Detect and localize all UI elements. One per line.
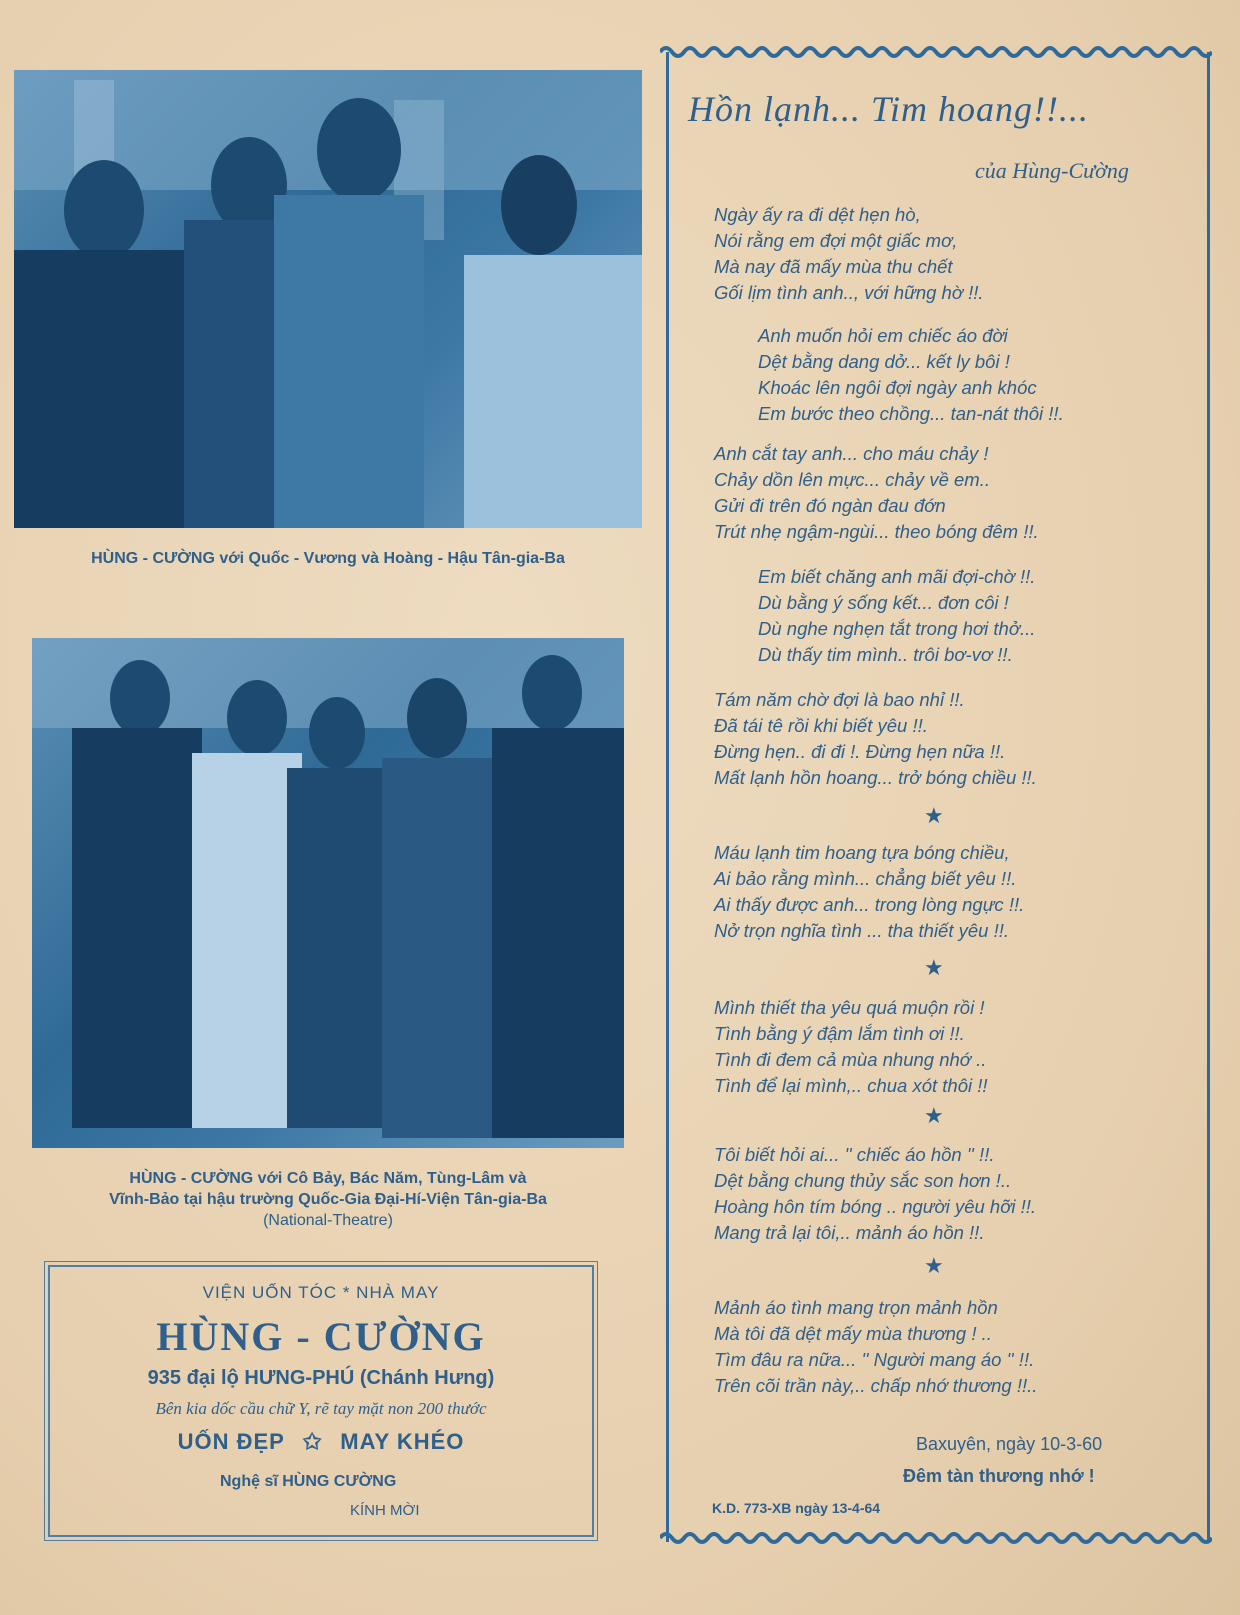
ad-service-1: UỐN ĐẸP [177, 1429, 285, 1454]
ad-directions: Bên kia dốc cầu chữ Y, rẽ tay mặt non 200 thước [155, 1399, 487, 1418]
poem-line: Mình thiết tha yêu quá muộn rồi ! [714, 997, 985, 1018]
poem-line: Khoác lên ngôi đợi ngày anh khóc [758, 377, 1037, 398]
star-icon: ✩ [302, 1429, 323, 1454]
photo-backstage-group [32, 638, 624, 1148]
poem-stanza-7 [714, 995, 988, 1099]
ad-business-name: HÙNG - CƯỜNG [156, 1314, 486, 1359]
poem-line: Chảy dồn lên mực... chảy về em.. [714, 469, 990, 490]
poem-line: Tôi biết hỏi ai... '' chiếc áo hồn '' !!. [714, 1144, 995, 1165]
star-icon: ★ [924, 955, 944, 980]
poem-line: Em bước theo chồng... tan-nát thôi !!. [758, 403, 1064, 424]
poem-author: của Hùng-Cường [975, 158, 1129, 183]
poem-line: Đã tái tê rồi khi biết yêu !!. [714, 715, 928, 736]
star-icon: ★ [924, 1103, 944, 1128]
poem-line: Tình bằng ý đậm lắm tình ơi !!. [714, 1023, 965, 1044]
star-icon: ★ [924, 803, 944, 828]
poem-line: Đừng hẹn.. đi đi !. Đừng hẹn nữa !!. [714, 741, 1006, 762]
caption-line: HÙNG - CƯỜNG với Quốc - Vương và Hoàng - Hậu Tân-gia-Ba [91, 550, 565, 567]
poem-line: Ai thấy được anh... trong lòng ngực !!. [714, 894, 1025, 915]
ad-business-types: VIỆN UỐN TÓC * NHÀ MAY [202, 1283, 440, 1302]
publication-permit: K.D. 773-XB ngày 13-4-64 [712, 1500, 881, 1516]
wave-border-bottom [660, 1530, 1212, 1546]
poem-line: Dệt bằng dang dở... kết ly bôi ! [758, 351, 1010, 372]
poem-signoff: Đêm tàn thương nhớ ! [903, 1466, 1095, 1486]
poem-line: Dù nghe nghẹn tắt trong hơi thở... [758, 618, 1036, 639]
poem-line: Nở trọn nghĩa tình ... tha thiết yêu !!. [714, 920, 1010, 941]
poem-line: Mà nay đã mấy mùa thu chết [714, 256, 953, 277]
ad-invite: KÍNH MỜI [350, 1502, 420, 1519]
poem-line: Tình để lại mình,.. chua xót thôi !! [714, 1075, 988, 1096]
poem-line: Mất lạnh hồn hoang... trở bóng chiều !!. [714, 767, 1037, 788]
poem-line: Trút nhẹ ngậm-ngùi... theo bóng đêm !!. [714, 521, 1039, 542]
photo-king-queen [14, 70, 642, 528]
poem-line: Anh cắt tay anh... cho máu chảy ! [714, 443, 989, 464]
poem-line: Dù thấy tim mình.. trôi bơ-vơ !!. [758, 644, 1013, 665]
poem-stanza-1 [714, 202, 984, 306]
poem-stanza-4 [758, 564, 1035, 668]
poem-line: Hoàng hôn tím bóng .. người yêu hỡi !!. [714, 1196, 1037, 1217]
poem-line: Tình đi đem cả mùa nhung nhớ .. [714, 1049, 987, 1070]
photo1-caption [14, 548, 642, 569]
poem-line: Dù bằng ý sống kết... đơn côi ! [758, 592, 1009, 613]
poem-place-date: Baxuyên, ngày 10-3-60 [916, 1434, 1103, 1454]
ad-services [50, 1429, 592, 1455]
poem-stanza-8 [714, 1142, 1036, 1246]
ad-artist: Nghệ sĩ HÙNG CƯỜNG [220, 1473, 397, 1490]
poem-line: Mang trả lại tôi,.. mảnh áo hồn !!. [714, 1222, 985, 1243]
poem-line: Em biết chăng anh mãi đợi-chờ !!. [758, 566, 1036, 587]
poem-line: Gửi đi trên đó ngàn đau đớn [714, 495, 946, 516]
caption-line: Vĩnh-Bảo tại hậu trường Quốc-Gia Đại-Hí-Viện Tân-gia-Ba [109, 1191, 547, 1208]
caption-line: (National-Theatre) [263, 1212, 393, 1229]
ad-address: 935 đại lộ HƯNG-PHÚ (Chánh Hưng) [147, 1367, 495, 1389]
poem-line: Tìm đâu ra nữa... '' Người mang áo '' !!. [714, 1349, 1035, 1370]
caption-line: HÙNG - CƯỜNG với Cô Bảy, Bác Năm, Tùng-Lâm và [129, 1170, 527, 1187]
poem-line: Máu lạnh tim hoang tựa bóng chiều, [714, 842, 1010, 863]
poem-stanza-5 [714, 687, 1037, 791]
poem-line: Ai bảo rằng mình... chẳng biết yêu !!. [714, 868, 1017, 889]
poem-line: Trên cõi trần này,.. chấp nhớ thương !!.. [714, 1375, 1038, 1396]
poem-line: Dệt bằng chung thủy sắc son hơn !.. [714, 1170, 1012, 1191]
photo2-caption [32, 1168, 624, 1231]
poem-line: Ngày ấy ra đi dệt hẹn hò, [714, 204, 921, 225]
poem-stanza-3 [714, 441, 1039, 545]
poem-line: Mảnh áo tình mang trọn mảnh hồn [714, 1297, 998, 1318]
star-icon: ★ [924, 1253, 944, 1278]
poem-title: Hồn lạnh... Tim hoang!!... [688, 89, 1090, 129]
poem-stanza-2 [758, 323, 1064, 427]
poem-line: Gối lịm tình anh.., với hững hờ !!. [714, 282, 984, 303]
poem-line: Mà tôi đã dệt mấy mùa thương ! .. [714, 1323, 992, 1344]
ad-service-2: MAY KHÉO [340, 1429, 465, 1454]
advertisement-box [48, 1265, 594, 1537]
poem-line: Tám năm chờ đợi là bao nhỉ !!. [714, 689, 965, 710]
poem-stanza-9 [714, 1295, 1037, 1399]
poem-line: Anh muốn hỏi em chiếc áo đời [758, 325, 1008, 346]
poem-stanza-6 [714, 840, 1024, 944]
poem-line: Nói rằng em đợi một giấc mơ, [714, 230, 958, 251]
